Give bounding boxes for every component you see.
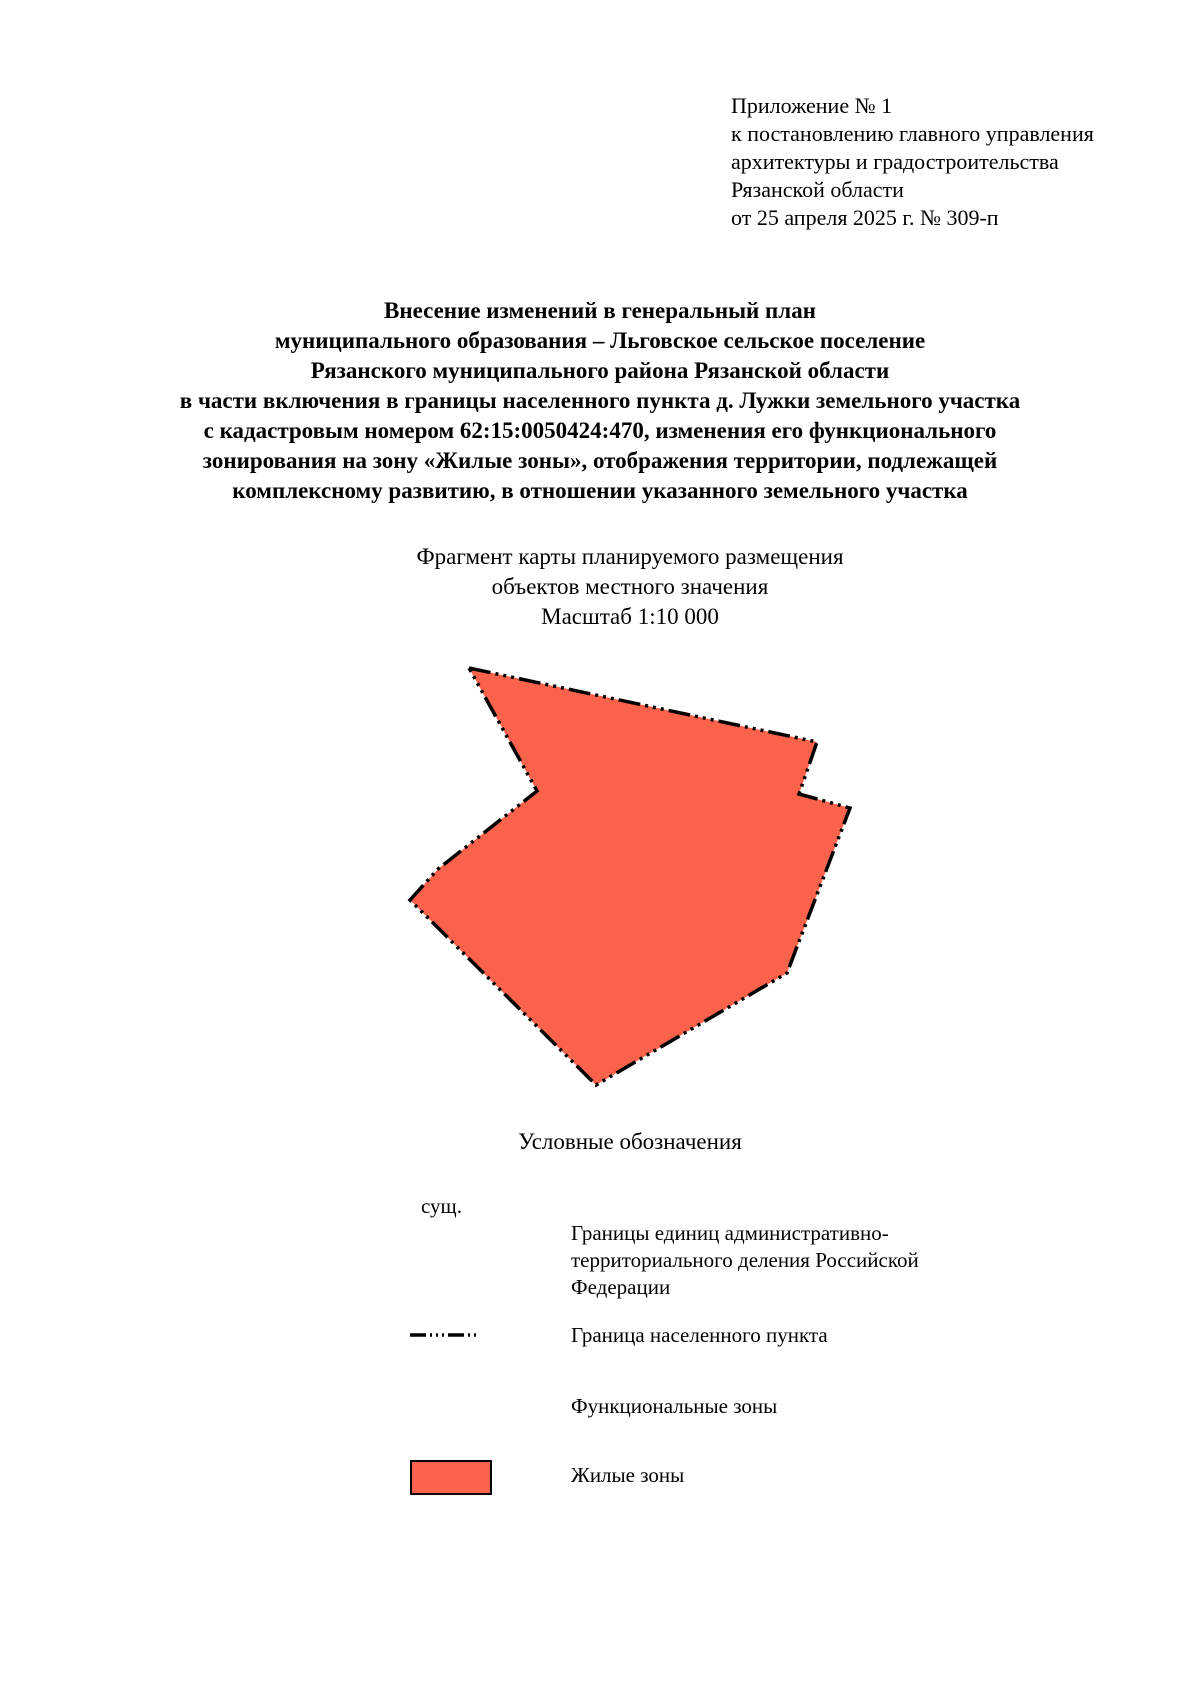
legend-title: Условные обозначения [518, 1129, 742, 1154]
legend-residential-swatch [410, 1460, 492, 1495]
scale-label: Масштаб 1:10 000 [541, 604, 719, 629]
appendix-line: Рязанской области [731, 177, 904, 202]
title-line: Внесение изменений в генеральный план [384, 298, 816, 323]
subtitle-line: Фрагмент карты планируемого размещения [416, 544, 844, 569]
title-line: муниципального образования – Льговское сельское поселение [274, 328, 926, 353]
title-line: в части включения в границы населенного пункта д. Лужки земельного участка [179, 388, 1021, 413]
legend-admin-line: Федерации [571, 1275, 671, 1299]
title-line: Рязанского муниципального района Рязанской области [310, 358, 890, 383]
legend-admin-boundaries [571, 1220, 919, 1301]
residential-zone-polygon [410, 668, 850, 1085]
legend-functional-zones-label: Функциональные зоны [571, 1394, 778, 1418]
subtitle-line: объектов местного значения [491, 574, 769, 599]
title-line: с кадастровым номером 62:15:0050424:470, изменения его функционального [203, 418, 997, 443]
title-line: комплексному развитию, в отношении указанного земельного участка [232, 478, 968, 503]
appendix-line: от 25 апреля 2025 г. № 309-п [731, 205, 999, 230]
legend-admin-line: территориального деления Российской [571, 1248, 919, 1272]
title-line: зонирования на зону «Жилые зоны», отображения территории, подлежащей [202, 448, 998, 473]
legend-existing-label: сущ. [421, 1194, 462, 1218]
appendix-line: Приложение № 1 [731, 93, 893, 118]
appendix-line: архитектуры и градостроительства [731, 149, 1059, 174]
legend-admin-line: Границы единиц административно- [571, 1221, 889, 1245]
legend-residential-zones-label: Жилые зоны [571, 1463, 685, 1487]
appendix-line: к постановлению главного управления [731, 121, 1094, 146]
legend-settlement-boundary-label: Граница населенного пункта [571, 1323, 828, 1347]
